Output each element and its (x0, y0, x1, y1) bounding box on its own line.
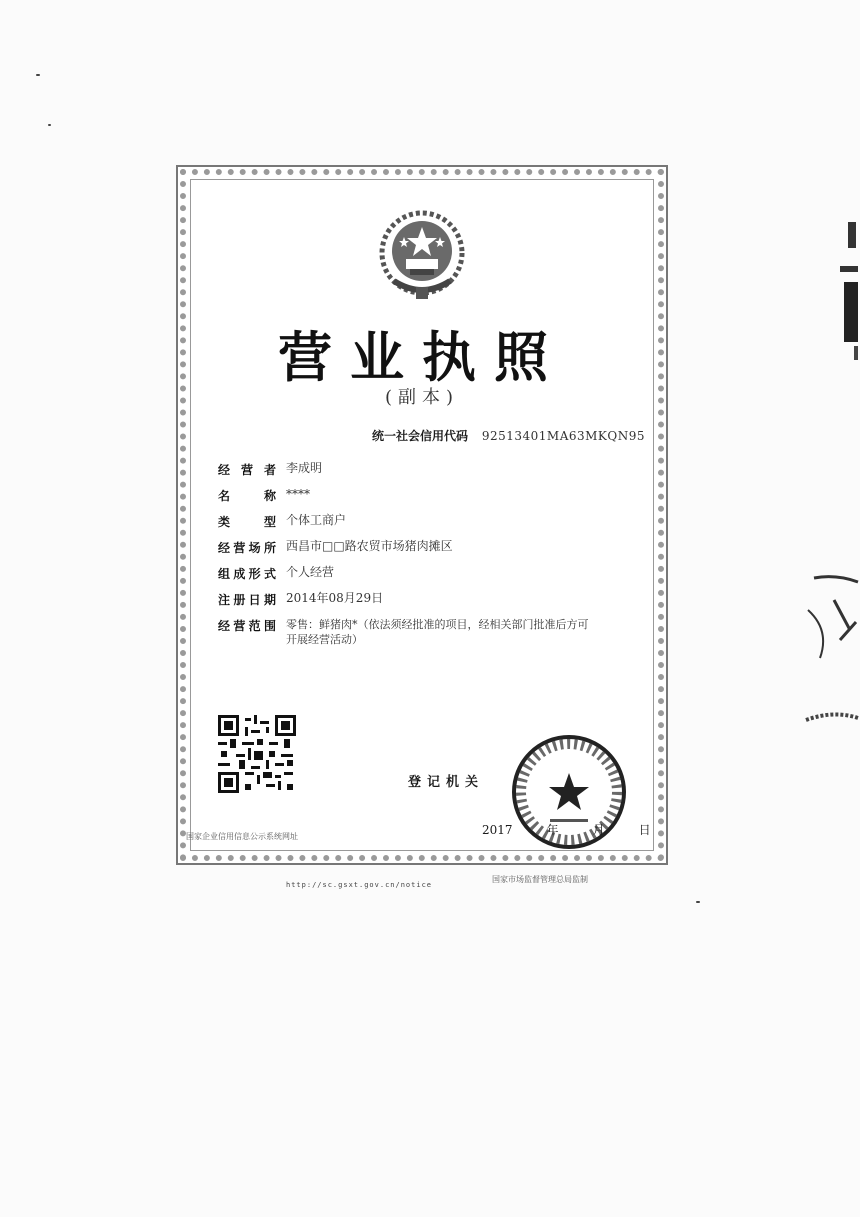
footer-note: 国家企业信用信息公示系统网址 (186, 832, 298, 841)
scan-speck (696, 901, 700, 903)
field-value: 个人经营 (286, 565, 335, 579)
field-type (218, 513, 638, 539)
qr-code-icon (218, 715, 296, 793)
scan-speck (48, 124, 51, 126)
issue-year: 2017 (482, 823, 513, 837)
registration-authority-label: 登记机关 (408, 775, 485, 790)
credit-code-value: 92513401MA63MKQN95 (481, 429, 646, 443)
field-label: 注册日期 (218, 593, 276, 607)
field-composition (218, 565, 638, 591)
license-title (176, 315, 668, 392)
field-label: 名称 (218, 489, 276, 503)
year-unit: 年 (546, 823, 559, 837)
field-registration-date (218, 591, 638, 617)
edge-fragment-top (826, 212, 860, 362)
field-business-scope (218, 617, 638, 657)
national-emblem-icon (374, 207, 470, 303)
day-unit: 日 (638, 823, 651, 837)
field-value: 个体工商户 (286, 513, 347, 527)
field-label: 类型 (218, 515, 276, 529)
field-value: 2014年08月29日 (286, 591, 384, 605)
bottom-right-note: 国家市场监督管理总局监制 (492, 875, 588, 884)
edge-fragment-seal (800, 570, 860, 740)
license-fields (218, 461, 638, 657)
license-subtitle: (副本) (384, 387, 460, 408)
scan-speck (36, 74, 40, 76)
month-unit: 月 (592, 823, 605, 837)
issue-date (482, 821, 685, 838)
field-name (218, 487, 638, 513)
credit-code-label: 统一社会信用代码 (372, 429, 469, 443)
field-label: 组成形式 (218, 567, 276, 581)
field-label: 经营范围 (218, 619, 276, 633)
field-label: 经营者 (218, 463, 276, 477)
field-value: 零售：鲜猪肉*（依法须经批准的项目，经相关部门批准后方可开展经营活动） (286, 618, 589, 646)
publicity-url: http://sc.gsxt.gov.cn/notice (286, 881, 433, 889)
business-license (176, 165, 668, 865)
title-text: 营业执照 (278, 326, 566, 389)
credit-code (372, 427, 645, 444)
field-value: 李成明 (286, 461, 323, 475)
field-label: 经营场所 (218, 541, 276, 555)
field-premises (218, 539, 638, 565)
field-operator (218, 461, 638, 487)
field-value: 西昌市□□路农贸市场猪肉摊区 (286, 539, 453, 553)
field-value: **** (286, 487, 310, 501)
